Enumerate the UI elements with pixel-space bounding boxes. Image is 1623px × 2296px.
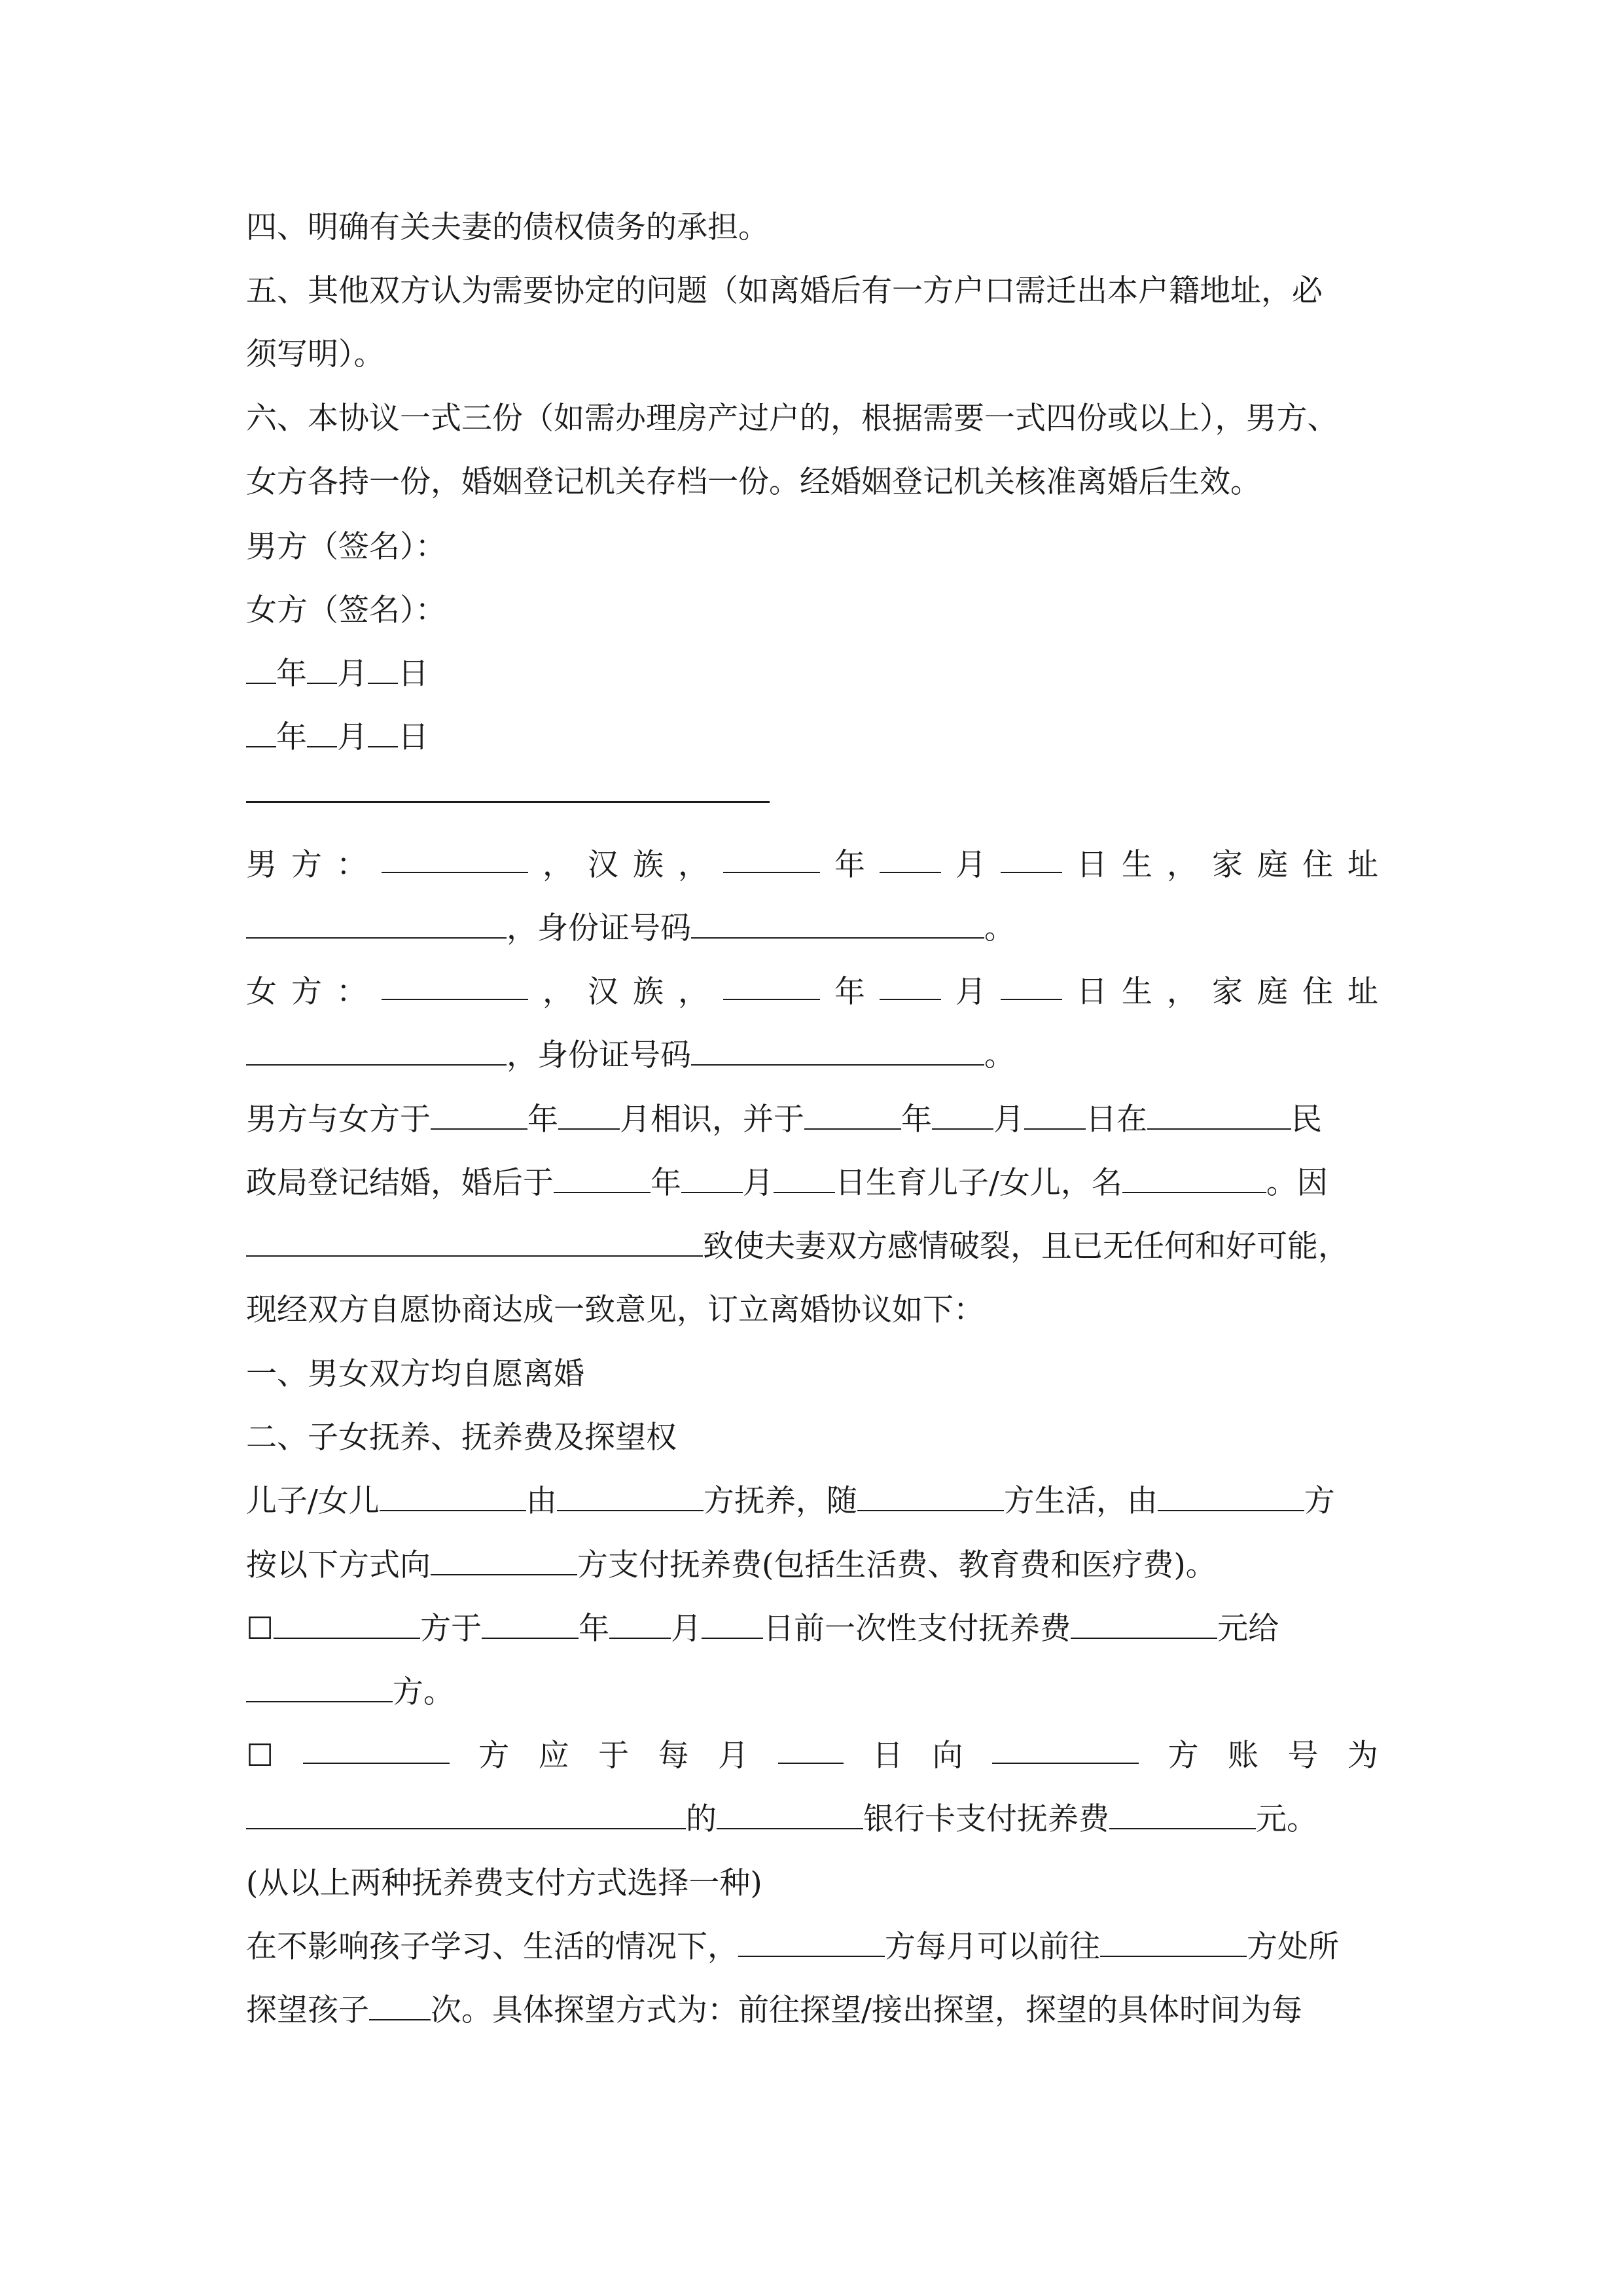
checkbox-icon[interactable]: ☐ xyxy=(246,1611,274,1647)
clause-5-line-2: 须写明）。 xyxy=(246,336,385,372)
blank xyxy=(246,911,507,939)
payment-option-1-line-1: ☐ 方于 年 月 日前一次性支付抚养费 元给 xyxy=(246,1611,1279,1647)
blank xyxy=(246,1802,686,1829)
blank xyxy=(246,1675,393,1702)
payment-note: (从以上两种抚养费支付方式选择一种) xyxy=(246,1865,762,1901)
blank xyxy=(774,1166,835,1193)
blank xyxy=(880,846,941,873)
blank xyxy=(691,1038,984,1066)
male-signature-line: 男方（签名）： xyxy=(246,529,446,565)
blank xyxy=(557,1484,704,1511)
item-1: 一、男女双方均自愿离婚 xyxy=(246,1356,584,1392)
date-line-2: 年 月 日 xyxy=(246,718,1378,757)
blank xyxy=(246,1038,507,1066)
blank xyxy=(1147,1102,1291,1130)
blank xyxy=(1024,1102,1086,1130)
visitation-line-1: 在不影响孩子学习、生活的情况下， 方每月可以前往 方处所 xyxy=(246,1929,1339,1965)
blank xyxy=(717,1802,863,1829)
blank xyxy=(558,1102,620,1130)
payment-option-2-line-2: 的 银行卡支付抚养费 元。 xyxy=(246,1800,1378,1839)
marriage-line-1: 男方与女方于 年 月相识，并于 年 月 日在 民 xyxy=(246,1102,1322,1138)
payment-option-1-line-2: 方。 xyxy=(246,1673,1378,1712)
visitation-line-2: 探望孩子 次。具体探望方式为：前往探望/接出探望，探望的具体时间为每 xyxy=(246,1992,1302,2028)
blank xyxy=(681,1166,743,1193)
section-divider xyxy=(246,801,770,803)
blank xyxy=(880,973,941,1000)
clause-5-line-1: 五、其他双方认为需要协定的问题（如离婚后有一方户口需迁出本户籍地址，必 xyxy=(246,273,1323,309)
blank xyxy=(431,1548,577,1575)
payment-option-2-line-1: ☐ 方 应 于 每 月 日 向 方 账 号 为 xyxy=(246,1736,1378,1776)
blank xyxy=(303,1736,450,1764)
custody-line-1: 儿子/女儿 由 方抚养，随 方生活，由 方 xyxy=(246,1483,1335,1519)
blank xyxy=(691,911,984,939)
male-party-line-2: ，身份证号码 。 xyxy=(246,909,1378,948)
blank xyxy=(702,1611,763,1639)
blank xyxy=(992,1736,1139,1764)
blank xyxy=(431,1102,527,1130)
blank xyxy=(1109,1802,1256,1829)
blank xyxy=(1071,1611,1217,1639)
blank xyxy=(369,1993,431,2020)
blank xyxy=(368,656,398,684)
blank xyxy=(382,973,528,1000)
male-party-line-1: 男 方 ： ， 汉 族 ， 年 月 日 生 ， 家 庭 住 址 xyxy=(246,847,1378,883)
marriage-line-2: 政局登记结婚，婚后于 年 月 日生育儿子/女儿，名 。因 xyxy=(246,1165,1328,1201)
clause-6-line-2: 女方各持一份，婚姻登记机关存档一份。经婚姻登记机关核准离婚后生效。 xyxy=(246,464,1261,500)
blank xyxy=(1100,1929,1247,1957)
blank xyxy=(723,846,820,873)
date-line-1: 年 月 日 xyxy=(246,655,1378,694)
clause-4: 四、明确有关夫妻的债权债务的承担。 xyxy=(246,209,769,245)
blank xyxy=(382,846,528,873)
clause-6-line-1: 六、本协议一式三份（如需办理房产过户的，根据需要一式四份或以上），男方、 xyxy=(246,401,1338,437)
blank xyxy=(609,1611,671,1639)
blank xyxy=(738,1929,885,1957)
female-party-line-2: ，身份证号码 。 xyxy=(246,1036,1378,1075)
blank xyxy=(246,720,276,747)
blank xyxy=(482,1611,579,1639)
blank xyxy=(804,1102,901,1130)
blank xyxy=(1001,973,1062,1000)
blank xyxy=(380,1484,526,1511)
blank xyxy=(778,1736,844,1764)
blank xyxy=(274,1611,420,1639)
blank xyxy=(368,720,398,747)
blank xyxy=(1001,846,1062,873)
blank xyxy=(307,720,337,747)
marriage-line-4: 现经双方自愿协商达成一致意见，订立离婚协议如下： xyxy=(246,1292,984,1328)
blank xyxy=(857,1484,1004,1511)
checkbox-icon[interactable]: ☐ xyxy=(246,1738,274,1774)
custody-line-2: 按以下方式向 方支付抚养费(包括生活费、教育费和医疗费)。 xyxy=(246,1547,1217,1583)
female-signature-line: 女方（签名）： xyxy=(246,592,446,628)
blank xyxy=(246,656,276,684)
female-party-line-1: 女 方 ： ， 汉 族 ， 年 月 日 生 ， 家 庭 住 址 xyxy=(246,974,1378,1010)
item-2: 二、子女抚养、抚养费及探望权 xyxy=(246,1420,677,1456)
blank xyxy=(932,1102,993,1130)
blank xyxy=(246,1229,703,1257)
blank xyxy=(307,656,337,684)
marriage-line-3: 致使夫妻双方感情破裂，且已无任何和好可能， xyxy=(246,1227,1378,1266)
blank xyxy=(723,973,820,1000)
blank xyxy=(1122,1166,1266,1193)
blank xyxy=(554,1166,651,1193)
blank xyxy=(1158,1484,1304,1511)
